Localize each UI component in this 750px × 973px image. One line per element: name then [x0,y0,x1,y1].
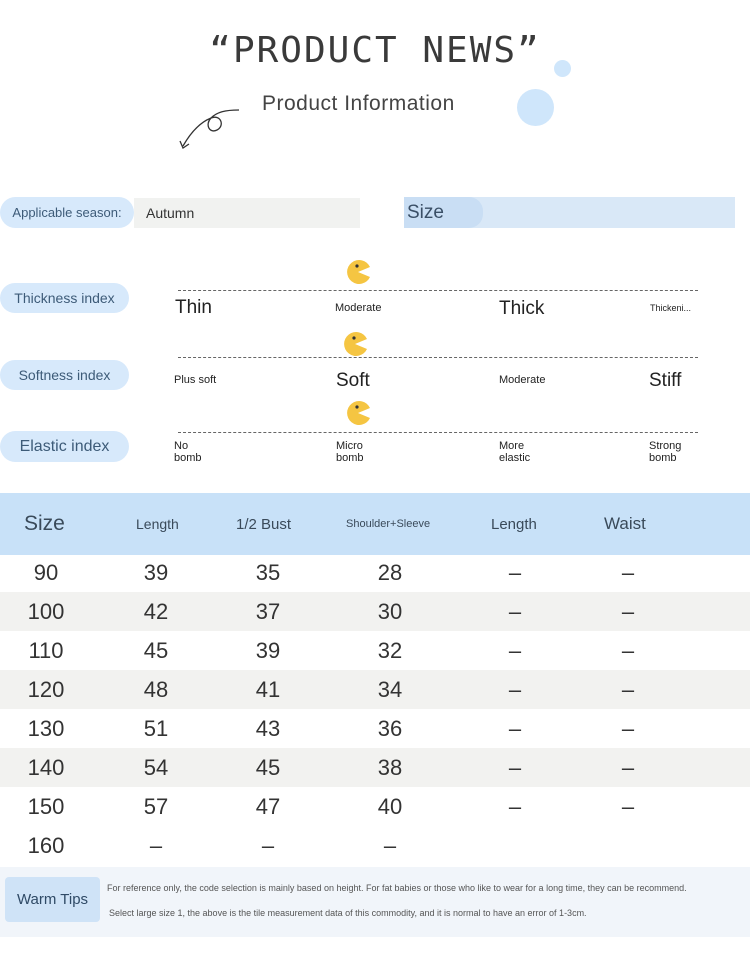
cell-shoulder-sleeve: 28 [377,559,403,585]
cell-waist: – [621,676,635,702]
cell-length: 48 [143,676,169,702]
cell-waist: – [621,598,635,624]
cell-half-bust: – [261,832,275,858]
option-no-bomb: No bomb [174,440,202,464]
index-scale-line [178,357,698,358]
cell-length-2: – [508,754,522,780]
page-subtitle: Product Information [262,92,455,115]
cell-length-2: – [508,598,522,624]
elastic-index-label: Elastic index [0,431,129,462]
curly-arrow-icon [175,104,245,154]
cell-length-2: – [508,559,522,585]
option-strong-bomb: Strong bomb [649,440,682,464]
cell-size: 160 [27,832,65,858]
cell-length-2: – [508,676,522,702]
cell-length: 42 [143,598,169,624]
table-row [0,709,750,748]
cell-length: – [149,832,163,858]
option-more-elastic: More elastic [499,440,531,464]
cell-waist: – [621,793,635,819]
cell-half-bust: 45 [255,754,281,780]
cell-length: 57 [143,793,169,819]
table-row [0,553,750,592]
option-soft: Soft [336,370,370,391]
cell-size: 150 [27,793,65,819]
cell-half-bust: 43 [255,715,281,741]
column-header-waist: Waist [604,514,646,533]
cell-half-bust: 35 [255,559,281,585]
thickness-index-label: Thickness index [0,283,129,313]
cell-size: 120 [27,676,65,702]
cell-waist: – [621,637,635,663]
cell-shoulder-sleeve: 30 [377,598,403,624]
season-value: Autumn [134,198,360,228]
table-row [0,826,750,865]
size-tag: Size [404,197,483,228]
warm-tips-label: Warm Tips [5,877,100,922]
cell-shoulder-sleeve: 40 [377,793,403,819]
size-table-header [0,493,750,555]
cell-half-bust: 41 [255,676,281,702]
table-row [0,670,750,709]
option-plus-soft: Plus soft [174,374,217,386]
cell-length-2: – [508,793,522,819]
cell-size: 90 [33,559,59,585]
cell-length: 39 [143,559,169,585]
selected-marker-icon [345,259,371,285]
cell-length: 54 [143,754,169,780]
column-header-shoulder-sleeve: Shoulder+Sleeve [346,518,431,530]
cell-waist: – [621,754,635,780]
page-title: “PRODUCT NEWS” [209,30,541,71]
cell-shoulder-sleeve: 38 [377,754,403,780]
season-label: Applicable season: [0,197,134,228]
warm-tips-line-1: For reference only, the code selection is mainly based on height. For fat babies or those who like to wear for a long time, they can be recommend. [107,883,687,893]
cell-size: 100 [27,598,65,624]
selected-marker-icon [345,400,371,426]
cell-half-bust: 47 [255,793,281,819]
cell-waist: – [621,559,635,585]
table-row [0,631,750,670]
cell-length: 45 [143,637,169,663]
option-moderate: Moderate [335,302,382,314]
table-row [0,748,750,787]
cell-size: 130 [27,715,65,741]
index-scale-line [178,432,698,433]
cell-length-2: – [508,715,522,741]
softness-index-label: Softness index [0,360,129,390]
option-stiff: Stiff [649,370,682,391]
table-row [0,787,750,826]
cell-size: 110 [28,637,64,663]
cell-shoulder-sleeve: 32 [377,637,403,663]
decor-bubble-small [554,60,571,77]
warm-tips-panel [0,867,750,937]
option-micro-bomb: Micro bomb [336,440,364,464]
option-thickening: Thickeni... [650,303,692,313]
decor-bubble-large [517,89,554,126]
warm-tips-line-2: Select large size 1, the above is the tile measurement data of this commodity, and it is normal to have an error of 1-3cm. [109,908,587,918]
cell-shoulder-sleeve: 34 [377,676,403,702]
cell-length-2: – [508,637,522,663]
table-row [0,592,750,631]
cell-shoulder-sleeve: – [383,832,397,858]
column-header-length: Length [136,516,179,532]
cell-length: 51 [143,715,169,741]
cell-shoulder-sleeve: 36 [377,715,403,741]
cell-half-bust: 37 [255,598,281,624]
option-thin: Thin [175,297,212,318]
column-header-half-bust: 1/2 Bust [236,515,292,533]
option-thick: Thick [499,298,545,319]
column-header-length-2: Length [491,515,537,533]
cell-size: 140 [27,754,65,780]
cell-waist: – [621,715,635,741]
column-header-size: Size [24,512,65,535]
option-moderate: Moderate [499,374,546,386]
index-scale-line [178,290,698,291]
cell-half-bust: 39 [255,637,281,663]
selected-marker-icon [342,331,368,357]
